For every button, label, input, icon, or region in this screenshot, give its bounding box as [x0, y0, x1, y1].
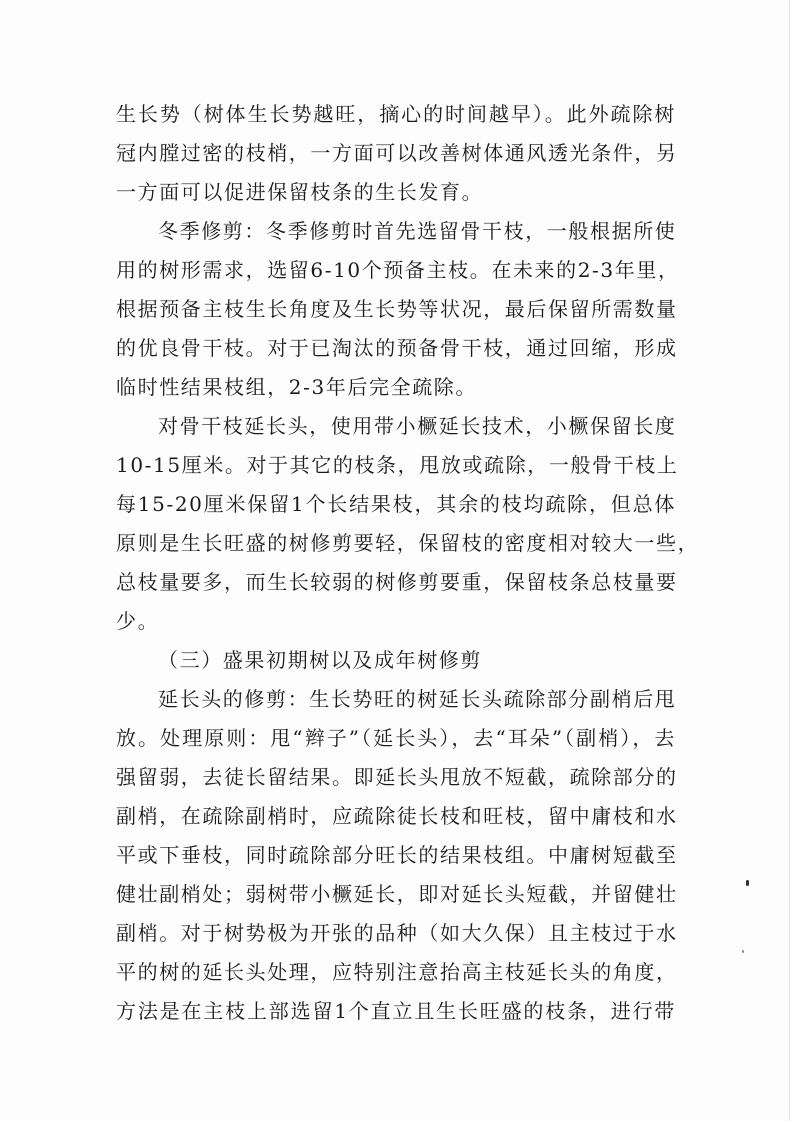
text-line: 平的树的延长头处理，应特别注意抬高主枝延长头的角度， [116, 960, 678, 984]
text-line: 对骨干枝延长头，使用带小橛延长技术，小橛保留长度 [158, 414, 677, 438]
text-line: 冬季修剪：冬季修剪时首先选留骨干枝，一般根据所使 [158, 219, 677, 243]
text-line: 方法是在主枝上部选留1个直立且生长旺盛的枝条，进行带 [116, 999, 676, 1023]
paragraph-winter-pruning [116, 212, 680, 407]
text-line: 冠内膛过密的枝梢，一方面可以改善树体通风透光条件，另 [116, 141, 678, 165]
section-heading [116, 641, 676, 680]
paragraph-continuation [116, 95, 676, 212]
text-line: 10-15厘米。对于其它的枝条，甩放或疏除，一般骨干枝上 [116, 453, 679, 477]
text-line: 原则是生长旺盛的树修剪要轻，保留枝的密度相对较大一些， [116, 531, 700, 555]
text-line: 用的树形需求，选留6-10个预备主枝。在未来的2-3年里， [116, 258, 680, 282]
text-line: 总枝量要多，而生长较弱的树修剪要重，保留枝条总枝量要 [116, 570, 678, 594]
scan-edge [789, 0, 790, 1121]
text-line: 放。处理原则：甩“辫子”（延长头），去“耳朵”（副梢），去 [116, 726, 676, 750]
text-line: 强留弱，去徒长留结果。即延长头甩放不短截，疏除部分的 [116, 765, 678, 789]
document-body [116, 95, 700, 1031]
paragraph-leader-extension [116, 407, 700, 641]
text-line: 的优良骨干枝。对于已淘汰的预备骨干枝，通过回缩，形成 [116, 336, 678, 360]
text-line: 副梢，在疏除副梢时，应疏除徒长枝和旺枝，留中庸枝和水 [116, 804, 678, 828]
scan-speck [742, 950, 744, 953]
heading-text: （三）盛果初期树以及成年树修剪 [158, 648, 482, 672]
scan-speck [746, 880, 749, 886]
text-line: 副梢。对于树势极为开张的品种（如大久保）且主枝过于水 [116, 921, 678, 945]
text-line: 临时性结果枝组，2-3年后完全疏除。 [116, 375, 478, 399]
text-line: 健壮副梢处；弱树带小橛延长，即对延长头短截，并留健壮 [116, 882, 678, 906]
paragraph-extension-pruning [116, 680, 676, 1031]
text-line: 延长头的修剪：生长势旺的树延长头疏除部分副梢后甩 [158, 687, 677, 711]
text-line: 根据预备主枝生长角度及生长势等状况，最后保留所需数量 [116, 297, 678, 321]
text-line: 每15-20厘米保留1个长结果枝，其余的枝均疏除，但总体 [116, 492, 676, 516]
text-line: 一方面可以促进保留枝条的生长发育。 [116, 180, 484, 204]
text-line: 生长势（树体生长势越旺，摘心的时间越早）。此外疏除树 [116, 102, 676, 126]
text-line: 少。 [116, 609, 160, 633]
text-line: 平或下垂枝，同时疏除部分旺长的结果枝组。中庸树短截至 [116, 843, 678, 867]
